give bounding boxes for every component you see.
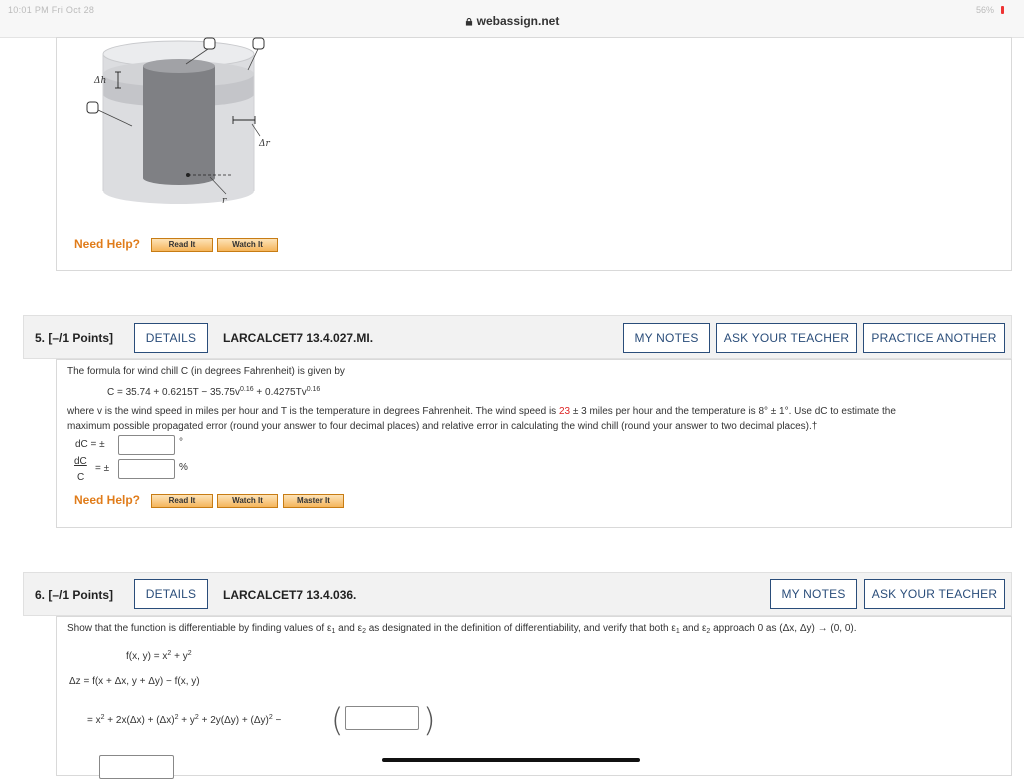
f-def-a: f(x, y) = x (126, 651, 168, 662)
cylinder-figure (80, 36, 280, 211)
formula-exponent-2: 0.16 (306, 386, 321, 393)
exp-e: − (272, 715, 282, 726)
exp-sq2: 2 (174, 714, 179, 721)
home-indicator (382, 758, 640, 762)
rel-equals: = ± (95, 463, 110, 474)
q4-need-help: Need Help? (74, 237, 141, 251)
figure-checkbox-left[interactable] (87, 102, 98, 113)
f-def-b: + y (171, 651, 188, 662)
delta-z-line: Δz = f(x + Δx, y + Δy) − f(x, y) (69, 676, 200, 687)
epsilon-sub-2: 2 (362, 628, 366, 635)
f-def-sq2: 2 (187, 650, 192, 657)
expansion-answer-input[interactable] (345, 706, 419, 730)
f-def-sq1: 2 (167, 650, 172, 657)
figure-checkbox-top-left[interactable] (204, 38, 215, 49)
q5-code: LARCALCET7 13.4.027.MI. (223, 331, 374, 345)
q5-details-button[interactable]: DETAILS (134, 323, 208, 353)
q5-body-line-2: maximum possible propagated error (round your answer to four decimal places) and relative error in calculating the wind chill (round your answer to two decimal places).† (67, 421, 818, 432)
f-definition (126, 650, 192, 662)
q5-practice-another-button[interactable]: PRACTICE ANOTHER (863, 323, 1005, 353)
battery-icon (1001, 6, 1004, 14)
q5-formula (107, 386, 320, 398)
q5-master-it-button[interactable]: Master It (283, 494, 344, 508)
delta-r-label: Δr (259, 139, 270, 149)
q5-need-help: Need Help? (74, 493, 141, 507)
q5-my-notes-button[interactable]: MY NOTES (623, 323, 710, 353)
q6-intro (67, 623, 857, 635)
q5-body-line-1 (67, 406, 896, 417)
exp-d: + 2y(Δy) + (Δy) (198, 715, 269, 726)
r-label: r (222, 196, 227, 206)
figure-checkbox-top-right[interactable] (253, 38, 264, 49)
rel-numerator: dC (74, 456, 87, 467)
browser-top-bar (0, 0, 1024, 38)
formula-part-2: + 0.4275Tv (253, 387, 307, 398)
rel-unit: % (179, 462, 188, 473)
battery-percent: 56% (975, 5, 994, 15)
q5-read-it-button[interactable]: Read It (151, 494, 213, 508)
lock-icon (465, 18, 473, 26)
next-answer-input[interactable] (99, 755, 174, 779)
exp-b: + 2x(Δx) + (Δx) (104, 715, 175, 726)
question-6-body (56, 616, 1012, 776)
exp-sq4: 2 (268, 714, 273, 721)
q6-points: 6. [–/1 Points] (35, 588, 114, 602)
left-paren-icon: ( (331, 701, 344, 739)
exp-c: + y (178, 715, 195, 726)
epsilon-sub-1: 1 (331, 628, 336, 635)
q5-ask-teacher-button[interactable]: ASK YOUR TEACHER (716, 323, 857, 353)
q6-my-notes-button[interactable]: MY NOTES (770, 579, 857, 609)
wind-speed-value: 23 (558, 406, 571, 417)
body-text-a: where v is the wind speed in miles per hour and T is the temperature in degrees Fahrenheit. The wind speed is (67, 406, 559, 417)
exp-sq3: 2 (194, 714, 199, 721)
intro-part-a: Show that the function is differentiable by finding values of ε (67, 623, 332, 634)
epsilon-sub-1b: 1 (675, 628, 680, 635)
exp-sq1: 2 (100, 714, 105, 721)
q4-read-it-button[interactable]: Read It (151, 238, 213, 252)
intro-part-c: as designated in the definition of differentiability, and verify that both ε (365, 623, 676, 634)
q6-details-button[interactable]: DETAILS (134, 579, 208, 609)
epsilon-sub-2b: 2 (706, 628, 711, 635)
relative-error-input[interactable] (118, 459, 175, 479)
delta-h-label: Δh (94, 76, 107, 86)
dc-answer-input[interactable] (118, 435, 175, 455)
q5-watch-it-button[interactable]: Watch It (217, 494, 278, 508)
intro-part-e: approach 0 as (Δx, Δy) → (0, 0). (710, 623, 857, 634)
url-text: webassign.net (476, 14, 560, 28)
dc-unit: ° (179, 437, 183, 448)
address-bar[interactable] (0, 14, 1024, 28)
formula-part-1: C = 35.74 + 0.6215T − 35.75v (107, 387, 240, 398)
q4-watch-it-button[interactable]: Watch It (217, 238, 278, 252)
right-paren-icon: ) (423, 701, 436, 739)
question-5-header (23, 315, 1012, 359)
q6-ask-teacher-button[interactable]: ASK YOUR TEACHER (864, 579, 1005, 609)
q5-intro: The formula for wind chill C (in degrees Fahrenheit) is given by (67, 366, 345, 377)
intro-part-d: and ε (679, 623, 707, 634)
rel-denominator: C (77, 472, 85, 483)
expansion-line (87, 714, 281, 726)
exp-a: = x (87, 715, 101, 726)
dc-label: dC = ± (75, 439, 105, 450)
q6-code: LARCALCET7 13.4.036. (223, 588, 357, 602)
intro-part-b: and ε (335, 623, 363, 634)
formula-exponent-1: 0.16 (239, 386, 254, 393)
status-time: 10:01 PM Fri Oct 28 (8, 5, 95, 15)
body-text-b: ± 3 miles per hour and the temperature is 8° ± 1°. Use dC to estimate the (570, 406, 896, 417)
question-6-header (23, 572, 1012, 616)
q5-points: 5. [–/1 Points] (35, 331, 114, 345)
